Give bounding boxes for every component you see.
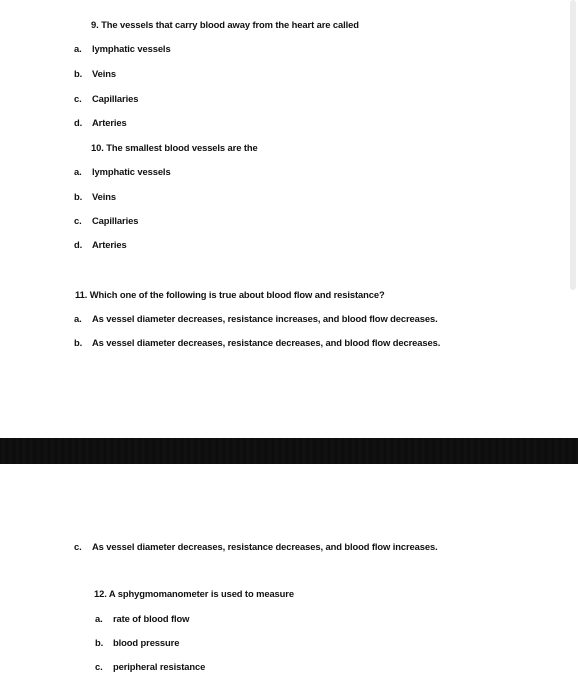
option-text: As vessel diameter decreases, resistance decreases, and blood flow increases. <box>92 541 438 552</box>
option-letter: a. <box>95 613 103 624</box>
question-9-option-c <box>74 93 138 105</box>
option-letter: b. <box>74 337 83 348</box>
question-12-text: 12. A sphygmomanometer is used to measure <box>94 588 294 599</box>
option-letter: d. <box>74 117 83 128</box>
question-12-option-c <box>95 661 205 673</box>
question-11-option-b <box>74 337 440 349</box>
option-letter: b. <box>74 68 83 79</box>
option-text: Arteries <box>92 117 127 128</box>
band-texture <box>0 438 578 464</box>
question-11-option-a <box>74 313 438 325</box>
question-10-text: 10. The smallest blood vessels are the <box>91 142 258 153</box>
question-11-option-c <box>74 541 438 553</box>
option-text: Arteries <box>92 239 127 250</box>
option-text: lymphatic vessels <box>92 166 171 177</box>
option-text: Veins <box>92 68 116 79</box>
question-10-option-c <box>74 215 138 227</box>
scrollbar[interactable] <box>570 0 576 290</box>
option-text: lymphatic vessels <box>92 43 171 54</box>
question-12-option-b <box>95 637 179 649</box>
question-12-option-a <box>95 613 189 625</box>
option-text: blood pressure <box>113 637 180 648</box>
question-10-option-a <box>74 166 171 178</box>
option-letter: a. <box>74 43 82 54</box>
option-text: Capillaries <box>92 93 139 104</box>
option-letter: b. <box>95 637 104 648</box>
question-10-option-d <box>74 239 127 251</box>
question-9-option-b <box>74 68 116 80</box>
question-9-text: 9. The vessels that carry blood away from the heart are called <box>91 19 359 30</box>
option-letter: a. <box>74 313 82 324</box>
option-letter: d. <box>74 239 83 250</box>
option-letter: a. <box>74 166 82 177</box>
option-text: As vessel diameter decreases, resistance increases, and blood flow decreases. <box>92 313 438 324</box>
dark-divider-band <box>0 438 578 464</box>
option-letter: c. <box>74 541 82 552</box>
option-letter: b. <box>74 191 83 202</box>
question-9-option-d <box>74 117 127 129</box>
option-text: As vessel diameter decreases, resistance decreases, and blood flow decreases. <box>92 337 441 348</box>
option-letter: c. <box>74 93 82 104</box>
option-letter: c. <box>95 661 103 672</box>
question-9-option-a <box>74 43 171 55</box>
option-letter: c. <box>74 215 82 226</box>
question-10-option-b <box>74 191 116 203</box>
option-text: Capillaries <box>92 215 139 226</box>
option-text: peripheral resistance <box>113 661 206 672</box>
question-11-text: 11. Which one of the following is true about blood flow and resistance? <box>75 289 385 300</box>
option-text: Veins <box>92 191 116 202</box>
option-text: rate of blood flow <box>113 613 190 624</box>
